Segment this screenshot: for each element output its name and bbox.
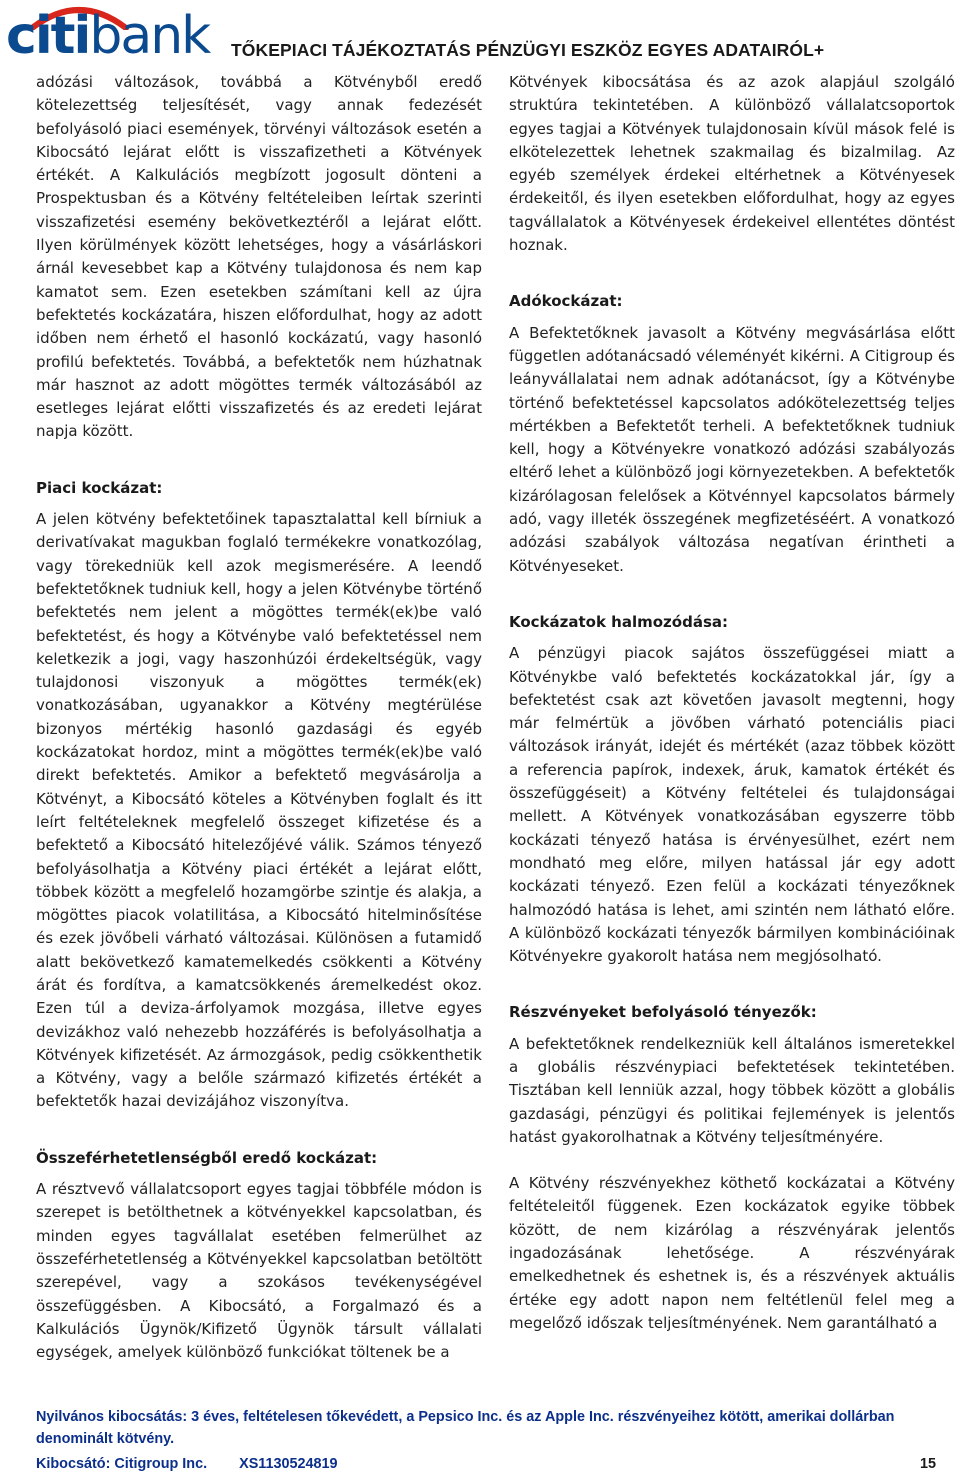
- footer-issuer: Kibocsátó: Citigroup Inc.: [36, 1456, 208, 1472]
- right-column: [509, 71, 955, 1335]
- left-column: [36, 71, 482, 1364]
- paragraph-equity-factors-1: A befektetőknek rendelkezniük kell általános ismeretekkel a globális részvénypiaci befektetések tekintetében. Tisztában kell lenniük azzal, hogy többek között a globális gazdasági, pénzügyi és politikai fejlemények is jelentős hatást gyakorolhatnak a Kötvény teljesítményére.: [509, 1034, 955, 1146]
- paragraph-conflict-risk: A résztvevő vállalatcsoport egyes tagjai többféle módon is szerepet is betölthetnek a kötvényekkel kapcsolatban, és minden egyes tagvállalat esetében felmerülhet az összeférhetetlenség a Kötvényekkel kapcsolatban betöltött szerepével, vagy a szokásos tevékenységével összefüggésben. A Kibocsátó, a Forgalmazó és a Kalkulációs Ügynök/Kifizető Ügynök társult vállalati egységek, amelyek különböző funkciókat töltenek be a: [36, 1180, 482, 1362]
- footer-issuer-line: [36, 1453, 936, 1475]
- logo-wordmark: [6, 6, 209, 66]
- heading-tax-risk: Adókockázat:: [509, 292, 623, 311]
- paragraph-conflict-continued: Kötvények kibocsátása és az azok alapjául szolgáló struktúra tekintetében. A különböző vállalatcsoportok egyes tagjai a Kötvények tulajdonosain kívül mások felé is elkötelezettek lehetnek szakmailag és bizalmilag. Az egyéb személyek érdekei eltérhetnek a Kötvényesek érdekeitől, és ilyen esetekben előfordulhat, hogy az egyes tagvállalatok a Kötvényesek érdekeivel ellentétes döntést hoznak.: [509, 73, 955, 255]
- paragraph-early-redemption: adózási változások, továbbá a Kötvényből eredő kötelezettség teljesítését, vagy annak fedezését befolyásoló piaci események, törvényi változások esetén a Kibocsátó lejárat előtt is visszafizetheti a Kötvények értékét. A Kalkulációs megbízott jogosult dönteni a Prospektusban és a Kötvény feltételeiben leírtak szerinti visszafizetési esemény bekövetkeztéről a lejárat előtt. Ilyen körülmények között lehetséges, hogy a vásárláskori árnál kevesebbet kap a Kötvény tulajdonosa és nem kap kamatot sem. Ezen esetekben számítani kell az újra befektetés kockázatára, hiszen előfordulhat, hogy az adott időben nem érhető el hasonló kockázatú, vagy hasonló profilú befektetés. Továbbá, a befektetők nem húzhatnak már hasznot az adott mögöttes termék változásából az esetleges lejárat előtti visszafizetés és az eredeti lejárat napja között.: [36, 73, 482, 441]
- document-title: TŐKEPIACI TÁJÉKOZTATÁS PÉNZÜGYI ESZKÖZ EGYES ADATAIRÓL+: [231, 40, 825, 60]
- footer-offering-description: Nyilvános kibocsátás: 3 éves, feltételesen tőkevédett, a Pepsico Inc. és az Apple Inc. részvényeihez kötött, amerikai dollárban denominált kötvény.: [36, 1409, 895, 1447]
- page-number: 15: [919, 1456, 936, 1472]
- heading-conflict-risk: Összeférhetetlenségből eredő kockázat:: [36, 1148, 378, 1167]
- footer-isin: XS1130524819: [239, 1456, 338, 1472]
- logo-citi-text: citi: [6, 6, 90, 66]
- heading-market-risk: Piaci kockázat:: [36, 478, 163, 497]
- page-header: [0, 0, 960, 70]
- heading-equity-factors: Részvényeket befolyásoló tényezők:: [509, 1003, 817, 1022]
- heading-cumulative-risk: Kockázatok halmozódása:: [509, 612, 729, 631]
- paragraph-tax-risk: A Befektetőknek javasolt a Kötvény megvásárlása előtt független adótanácsadó véleményét kikérni. A Citigroup és leányvállalatai nem adnak adótanácsot, így a Kötvénybe történő befektetéssel kapcsolatos adókötelezettség teljes mértékben a Befektetőt terheli. A befektetőknek tudniuk kell, hogy a Kötvényekre vonatkozó adózási szabályozás eltérő lehet a különböző jogi környezetekben. A befektetők kizárólagosan felelősek a Kötvénnyel kapcsolatos bármely adó, vagy illeték összegének megfizetéséért. A vonatkozó adózási szabályok változása negatívan érintheti a Kötvényeseket.: [509, 323, 955, 575]
- paragraph-market-risk: A jelen kötvény befektetőinek tapasztalattal kell bírniuk a derivatívakat magukban foglaló termékekre vonatkozólag, vagy törekedniük kell azok megismerésére. A leendő befektetőknek tudniuk kell, hogy a jelen Kötvénybe történő befektetés nem jelent a mögöttes termék(ek)be való befektetést, és hogy a Kötvénybe való befektetéssel nem keletkezik a jogi, vagy haszonhúzói érdekeltségük, vagy tulajdonosi viszonyuk a mögöttes termék(ek) vonatkozásában, ugyanakkor a Kötvény megtérülése bizonyos mértékig hasonló gazdasági és egyéb kockázatokat hordoz, mint a mögöttes termék(ek)be való direkt befektetés. Amikor a befektető megvásárolja a Kötvényt, a Kibocsátó köteles a Kötvényben foglalt és itt leírt feltételeknek megfelelő összeget kifizetése és a befektető a Kibocsátó hitelezőjévé válik. Számos tényező befolyásolhatja a Kötvény piaci értékét a lejárat előtt, többek között a megfelelő hozamgörbe szintje és alakja, a mögöttes piacok volatilitása, a Kibocsátó hitelminősítése és ezek jövőbeli várható változásai. Különösen a futamidő alatt bekövetkező kamatemelkedés csökkenti a Kötvény árát és fordítva, a kamatcsökkenés áremelkedést okoz. Ezen túl a deviza-árfolyamok mozgása, illetve egyes devizákhoz való nehezebb hozzáférés is befolyásolhatja a Kötvények kifizetését. Az ármozgások, pedig csökkenthetik a Kötvény, vagy a belőle származó kifizetés értékét a befektetők hazai devizájához viszonyítva.: [36, 510, 482, 1111]
- citibank-logo: [6, 0, 231, 64]
- paragraph-equity-factors-2: A Kötvény részvényekhez köthető kockázatai a Kötvény feltételeitől függenek. Ezen kockázatok egyike többek között, de nem kizárólag a részvényárak jelentős ingadozásának lehetősége. A részvényárak emelkedhetnek és eshetnek is, és a részvények aktuális értéke egy adott napon nem feltétlenül felel meg a megelőző időszak teljesítményének. Nem garantálható a: [509, 1174, 955, 1332]
- paragraph-cumulative-risk: A pénzügyi piacok sajátos összefüggései miatt a Kötvénykbe való befektetés kockázatokkal jár, így a befektetést csak azt követően javasolt megtenni, hogy már felmértük a jövőben várható potenciális piaci változások irányát, idejét és mértékét (azaz többek között a referencia papírok, indexek, áruk, kamatok értékét és összefüggéseit) a Kötvény feltételei és tulajdonságai mellett. A Kötvények vonatkozásában egyszerre több kockázati tényező hatása is érvényesülhet, ezért nem mondható meg előre, milyen hatással jár egy adott kockázati tényező. Ezen felül a kockázati tényezőknek halmozódó hatása is lehet, ami szintén nem látható előre. A különböző kockázati tényezők bármilyen kombinációinak Kötvényekre gyakorolt hatása nem megjósolható.: [509, 644, 955, 966]
- logo-bank-text: bank: [89, 6, 210, 66]
